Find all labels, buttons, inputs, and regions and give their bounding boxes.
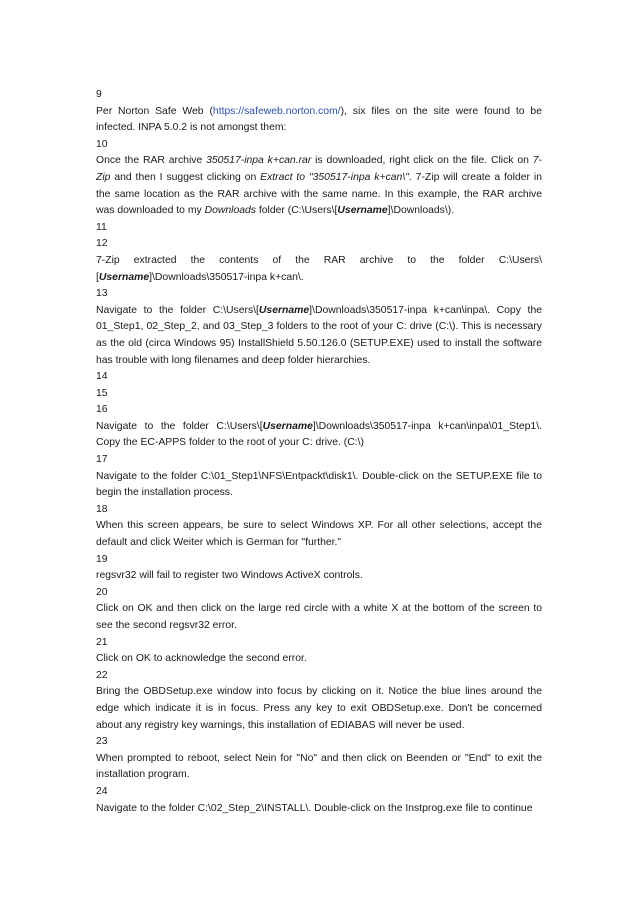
paragraph-21: Click on OK to acknowledge the second error. [96,653,307,665]
step-number-11: 11 [96,221,107,233]
step-number-14: 14 [96,371,108,383]
paragraph-23: When prompted to reboot, select Nein for "No" and then click on Beenden or "End" to exit the installation program. [96,752,542,781]
document-page [96,87,542,817]
step-number-22: 22 [96,669,108,681]
paragraph-10: Once the RAR archive 350517-inpa k+can.rar is downloaded, right click on the file. Click on 7-Zip and then I suggest clicking on Extract to "350517-inpa k+can\". 7-Zip will create a folder in the same location as the RAR archive with the same name. In this example, the RAR archive was downloaded to my Downloads folder (C:\Users\[Username]\Downloads\). [96,155,542,217]
paragraph-22: Bring the OBDSetup.exe window into focus by clicking on it. Notice the blue lines around the edge which indicate it is in focus. Press any key to exit OBDSetup.exe. Don't be concerned about any registry key warnings, this installation of EDIABAS will never be used. [96,686,542,731]
step-number-23: 23 [96,736,108,748]
step-number-12: 12 [96,238,108,250]
step-number-17: 17 [96,454,108,466]
paragraph-17: Navigate to the folder C:\01_Step1\NFS\Entpackt\disk1\. Double-click on the SETUP.EXE file to begin the installation process. [96,470,542,499]
step-number-20: 20 [96,586,108,598]
paragraph-24: Navigate to the folder C:\02_Step_2\INSTALL\. Double-click on the Instprog.exe file to continue [96,802,533,814]
paragraph-18: When this screen appears, be sure to select Windows XP. For all other selections, accept the default and click Weiter which is German for "further." [96,520,542,549]
step-number-21: 21 [96,636,108,648]
step-number-9: 9 [96,89,102,100]
step-number-15: 15 [96,387,108,399]
paragraph-16: Navigate to the folder C:\Users\[Username]\Downloads\350517-inpa k+can\inpa\01_Step1\. Copy the EC-APPS folder to the root of your C: drive. (C:\) [96,420,542,449]
paragraph-12: 7-Zip extracted the contents of the RAR archive to the folder C:\Users\ [Username]\Downloads\350517-inpa k+can\. [96,254,542,283]
step-number-24: 24 [96,785,108,797]
norton-safeweb-link[interactable]: https://safeweb.norton.com/ [212,105,341,117]
step-number-13: 13 [96,288,108,300]
paragraph-19: regsvr32 will fail to register two Windows ActiveX controls. [96,570,363,582]
step-number-16: 16 [96,404,108,416]
paragraph-20: Click on OK and then click on the large red circle with a white X at the bottom of the screen to see the second regsvr32 error. [96,603,542,631]
step-number-19: 19 [96,553,108,565]
paragraph-13: Navigate to the folder C:\Users\[Username]\Downloads\350517-inpa k+can\inpa\. Copy the 01_Step1, 02_Step_2, and 03_Step_3 folders to the root of your C: drive (C:\). This is necessary as the old (circa Windows 95) InstallShield 5.50.126.0 (SETUP.EXE) used to install the software has trouble with long filenames and deep folder hierarchies. [96,304,543,366]
step-number-10: 10 [96,138,108,150]
step-number-18: 18 [96,503,108,515]
paragraph-9: Per Norton Safe Web (https://safeweb.norton.com/), six files on the site were found to be infected. INPA 5.0.2 is not amongst them: [96,105,542,134]
